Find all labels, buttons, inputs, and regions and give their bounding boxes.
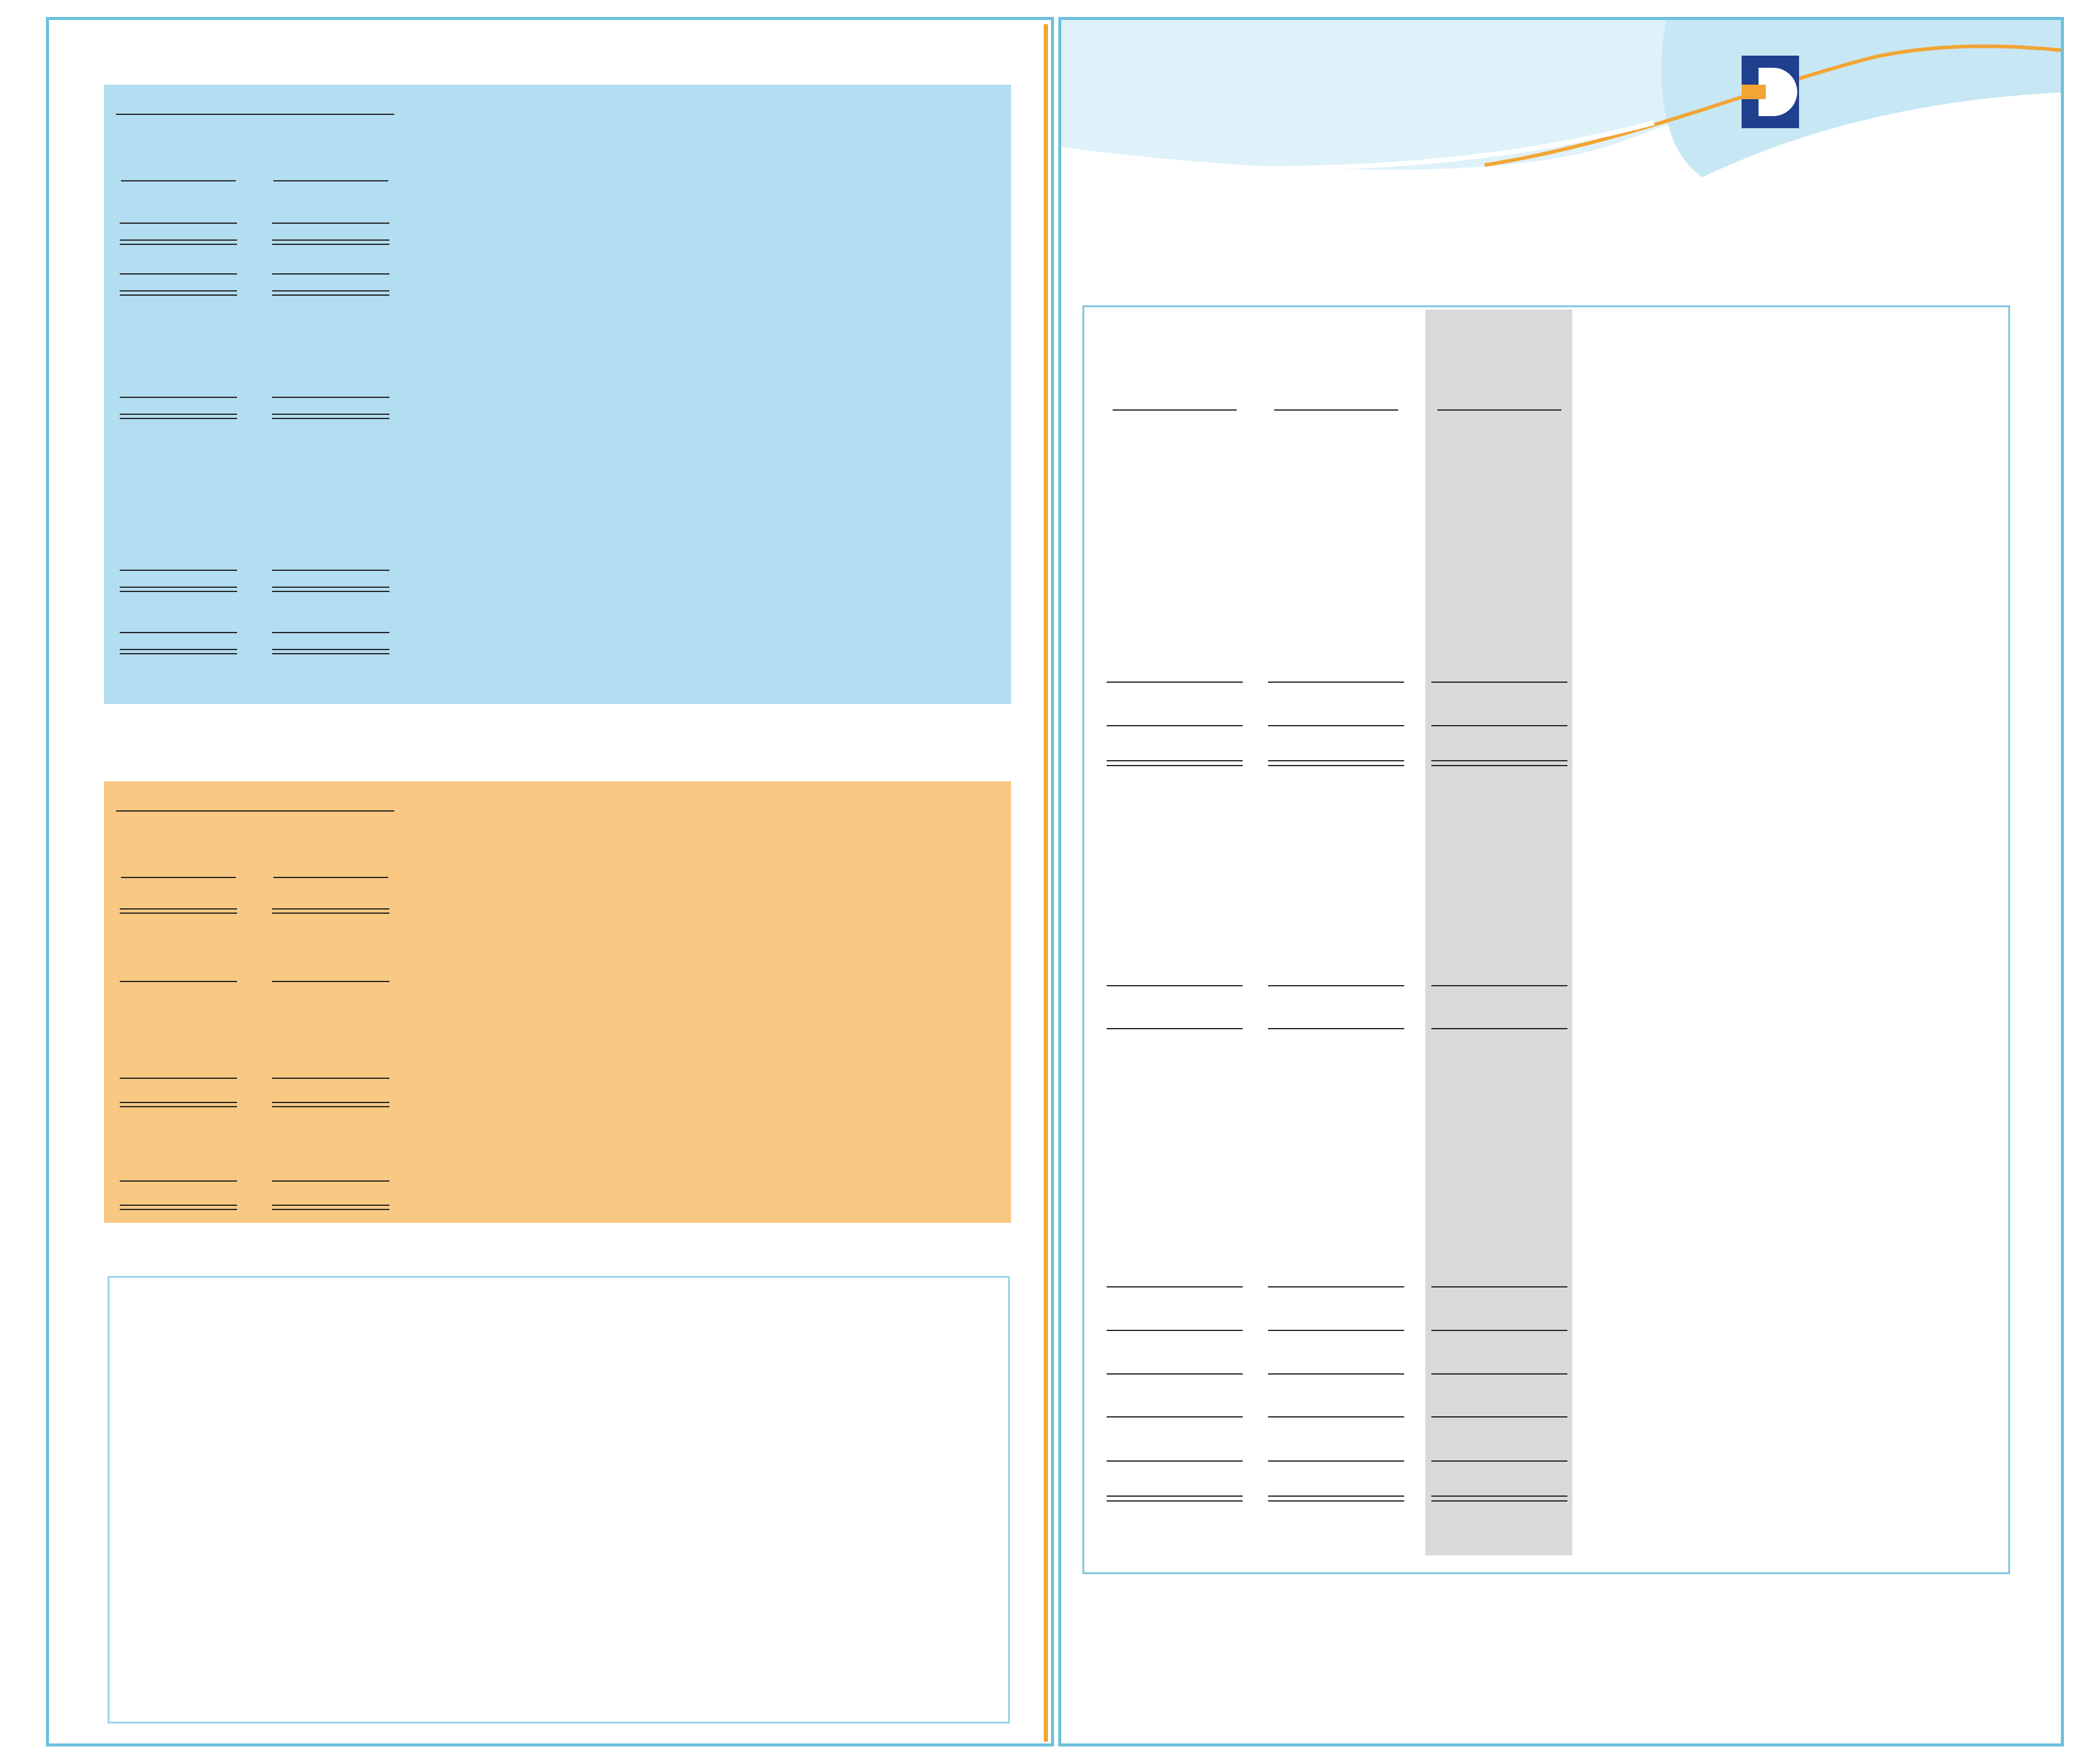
total-double-rule [1107, 1495, 1243, 1502]
column-header-rule [1274, 409, 1398, 411]
row-rule [1268, 682, 1404, 683]
row-rule [272, 223, 389, 224]
row-rule [1431, 1028, 1567, 1029]
row-rule [1268, 1460, 1404, 1462]
double-rule [120, 649, 237, 654]
row-rule [1431, 1416, 1567, 1417]
row-rule [272, 570, 389, 571]
row-rule [272, 1078, 389, 1079]
double-rule [120, 414, 237, 419]
row-rule [1107, 1416, 1243, 1417]
row-rule [1431, 985, 1567, 986]
double-rule [120, 908, 237, 914]
row-rule [1107, 985, 1243, 986]
row-rule [1107, 1330, 1243, 1331]
row-rule [272, 981, 389, 982]
row-rule [120, 1078, 237, 1079]
total-double-rule [1107, 760, 1243, 766]
row-rule [1268, 1373, 1404, 1375]
double-rule [272, 414, 389, 419]
total-double-rule [1268, 1495, 1404, 1502]
income-column-rule [121, 180, 236, 181]
row-rule [1431, 1460, 1567, 1462]
row-rule [1431, 1330, 1567, 1331]
row-rule [1268, 985, 1404, 986]
comprehensive-column-rule [121, 877, 236, 878]
balance-sheet-table [1082, 305, 2010, 1574]
row-rule [1107, 682, 1243, 683]
row-rule [1107, 1286, 1243, 1287]
column-header-rule [1113, 409, 1237, 411]
double-rule [272, 290, 389, 296]
double-rule [272, 587, 389, 592]
comprehensive-income-table [104, 781, 1011, 1223]
row-rule [120, 632, 237, 633]
row-rule [1107, 1460, 1243, 1462]
total-double-rule [1431, 1495, 1567, 1502]
double-rule [272, 649, 389, 654]
row-rule [120, 397, 237, 398]
row-rule [1268, 1286, 1404, 1287]
row-rule [120, 570, 237, 571]
column-header-rule [1437, 409, 1561, 411]
double-rule [272, 908, 389, 914]
double-rule [120, 239, 237, 245]
row-rule [1431, 682, 1567, 683]
row-rule [1431, 725, 1567, 726]
double-rule [120, 1102, 237, 1107]
row-rule [1268, 725, 1404, 726]
income-period-rule [116, 114, 394, 115]
row-rule [1268, 1028, 1404, 1029]
row-rule [120, 1180, 237, 1182]
row-rule [272, 273, 389, 275]
bank-logo [1736, 50, 2026, 140]
double-rule [272, 1102, 389, 1107]
row-rule [1268, 1330, 1404, 1331]
row-rule [1107, 725, 1243, 726]
center-divider [1044, 24, 1048, 1742]
total-double-rule [1431, 760, 1567, 766]
income-column-rule [273, 180, 388, 181]
row-rule [272, 1180, 389, 1182]
double-rule [120, 290, 237, 296]
row-rule [120, 981, 237, 982]
row-rule [120, 223, 237, 224]
row-rule [1107, 1028, 1243, 1029]
logo-mark-icon [1736, 50, 1808, 134]
row-rule [272, 632, 389, 633]
row-rule [1431, 1286, 1567, 1287]
row-rule [1268, 1416, 1404, 1417]
double-rule [272, 1205, 389, 1210]
comprehensive-period-rule [116, 810, 394, 812]
row-rule [120, 273, 237, 275]
row-rule [272, 397, 389, 398]
double-rule [272, 239, 389, 245]
row-rule [1107, 1373, 1243, 1375]
review-report-box [108, 1276, 1010, 1723]
double-rule [120, 587, 237, 592]
comprehensive-column-rule [273, 877, 388, 878]
total-double-rule [1268, 760, 1404, 766]
double-rule [120, 1205, 237, 1210]
income-statement-table [104, 85, 1011, 704]
row-rule [1431, 1373, 1567, 1375]
